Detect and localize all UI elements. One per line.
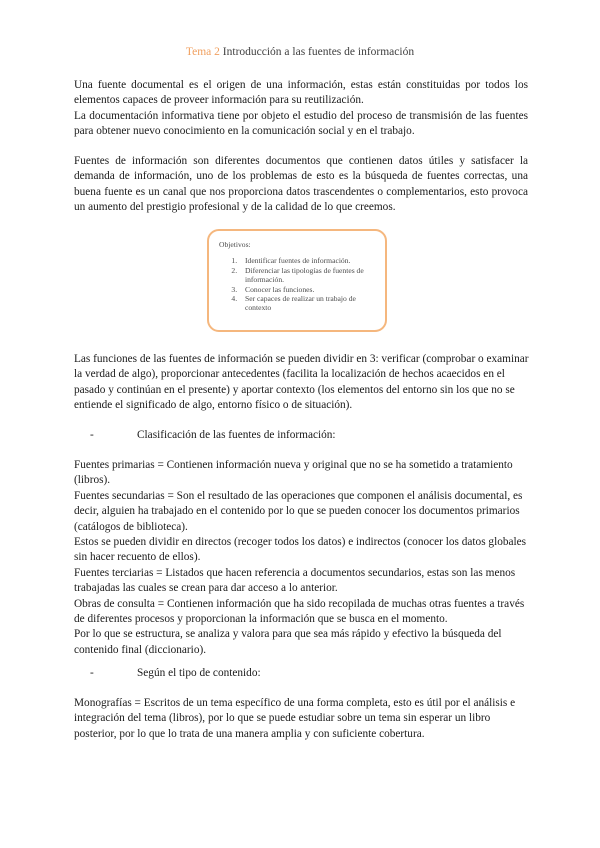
intro-block (74, 78, 528, 140)
section1-bullet: - (90, 429, 94, 441)
header-title: Introducción a las fuentes de información (222, 46, 415, 58)
intro-paragraph-1: Una fuente documental es el origen de una información, estas están constituidas por todos los elementos capaces de proveer información para su reutilización. (74, 79, 528, 107)
clasificacion-block (74, 458, 532, 658)
objective-item: 3. Conocer las funciones. (239, 285, 375, 294)
section1-heading: Clasificación de las fuentes de información: (137, 429, 336, 441)
clasificacion-primarias: Fuentes primarias = Contienen información nueva y original que no se ha sometido a tratamiento (libros). (74, 459, 513, 487)
clasificacion-secundarias: Fuentes secundarias = Son el resultado de las operaciones que componen el análisis documental, es decir, alguien ha trabajado en el contenido por lo que se pueden conocer los documentos primarios (catálogos de biblioteca). (74, 489, 523, 533)
clasificacion-directos: Estos se pueden dividir en directos (recoger todos los datos) e indirectos (conocer los datos globales sin hacer recuento de ellos). (74, 536, 527, 564)
objective-item: 4. Ser capaces de realizar un trabajo de contexto (239, 294, 375, 313)
intro-paragraph-2: La documentación informativa tiene por objeto el estudio del proceso de transmisión de las fuentes para obtener nuevo conocimiento en la comunicación social y en el trabajo. (74, 109, 528, 138)
funciones-paragraph: Las funciones de las fuentes de información se pueden dividir en 3: verificar (comprobar o examinar la verdad de algo), proporcionar antecedentes (facilita la localización de hechos acaecidos en el pasado y continúan en el presente) y aportar contexto (los elementos del entorno sin los que no se entiende el significado de algo, entorno físico o de situación). (74, 353, 529, 412)
page-header (0, 46, 600, 58)
section2-bullet: - (90, 667, 94, 679)
monografias-paragraph: Monografías = Escritos de un tema específico de una forma completa, esto es útil por el análisis e integración del tema (libros), por lo que se puede estudiar sobre un tema sin esperar un libro posterior, por lo que lo trata de una manera amplia y con suficiente cobertura. (74, 697, 516, 740)
fuentes-paragraph: Fuentes de información son diferentes documentos que contienen datos útiles y satisfacer la demanda de información, uno de los problemas de esto es la búsqueda de fuentes correctas, una buena fuente es un canal que nos proporciona datos trascendentes o complementarios, esto provoca un aumento del prestigio profesional y de la calidad de lo que creemos. (74, 155, 528, 214)
objective-item: 1. Identificar fuentes de información. (239, 256, 375, 265)
funciones-block (74, 352, 530, 414)
clasificacion-obras: Obras de consulta = Contienen información que ha sido recopilada de muchas otras fuentes a través de diferentes procesos y proporcionan la información que se busca en el momento. (74, 597, 525, 626)
monografias-block (74, 696, 532, 742)
objectives-box (207, 229, 387, 332)
objectives-title: Objetivos: (219, 240, 251, 249)
fuentes-block (74, 154, 528, 216)
objective-item: 2. Diferenciar las tipologías de fuentes de información. (239, 266, 375, 285)
header-tema: Tema 2 (185, 46, 220, 58)
clasificacion-estructura: Por lo que se estructura, se analiza y valora para que sea más rápido y efectivo la búsqueda del contenido final (diccionario). (74, 628, 502, 656)
section2-heading: Según el tipo de contenido: (137, 667, 261, 679)
objectives-list (219, 256, 375, 312)
clasificacion-terciarias: Fuentes terciarias = Listados que hacen referencia a documentos secundarios, estas son las menos trabajadas las cuales se crean para dar acceso a lo anterior. (74, 566, 516, 595)
